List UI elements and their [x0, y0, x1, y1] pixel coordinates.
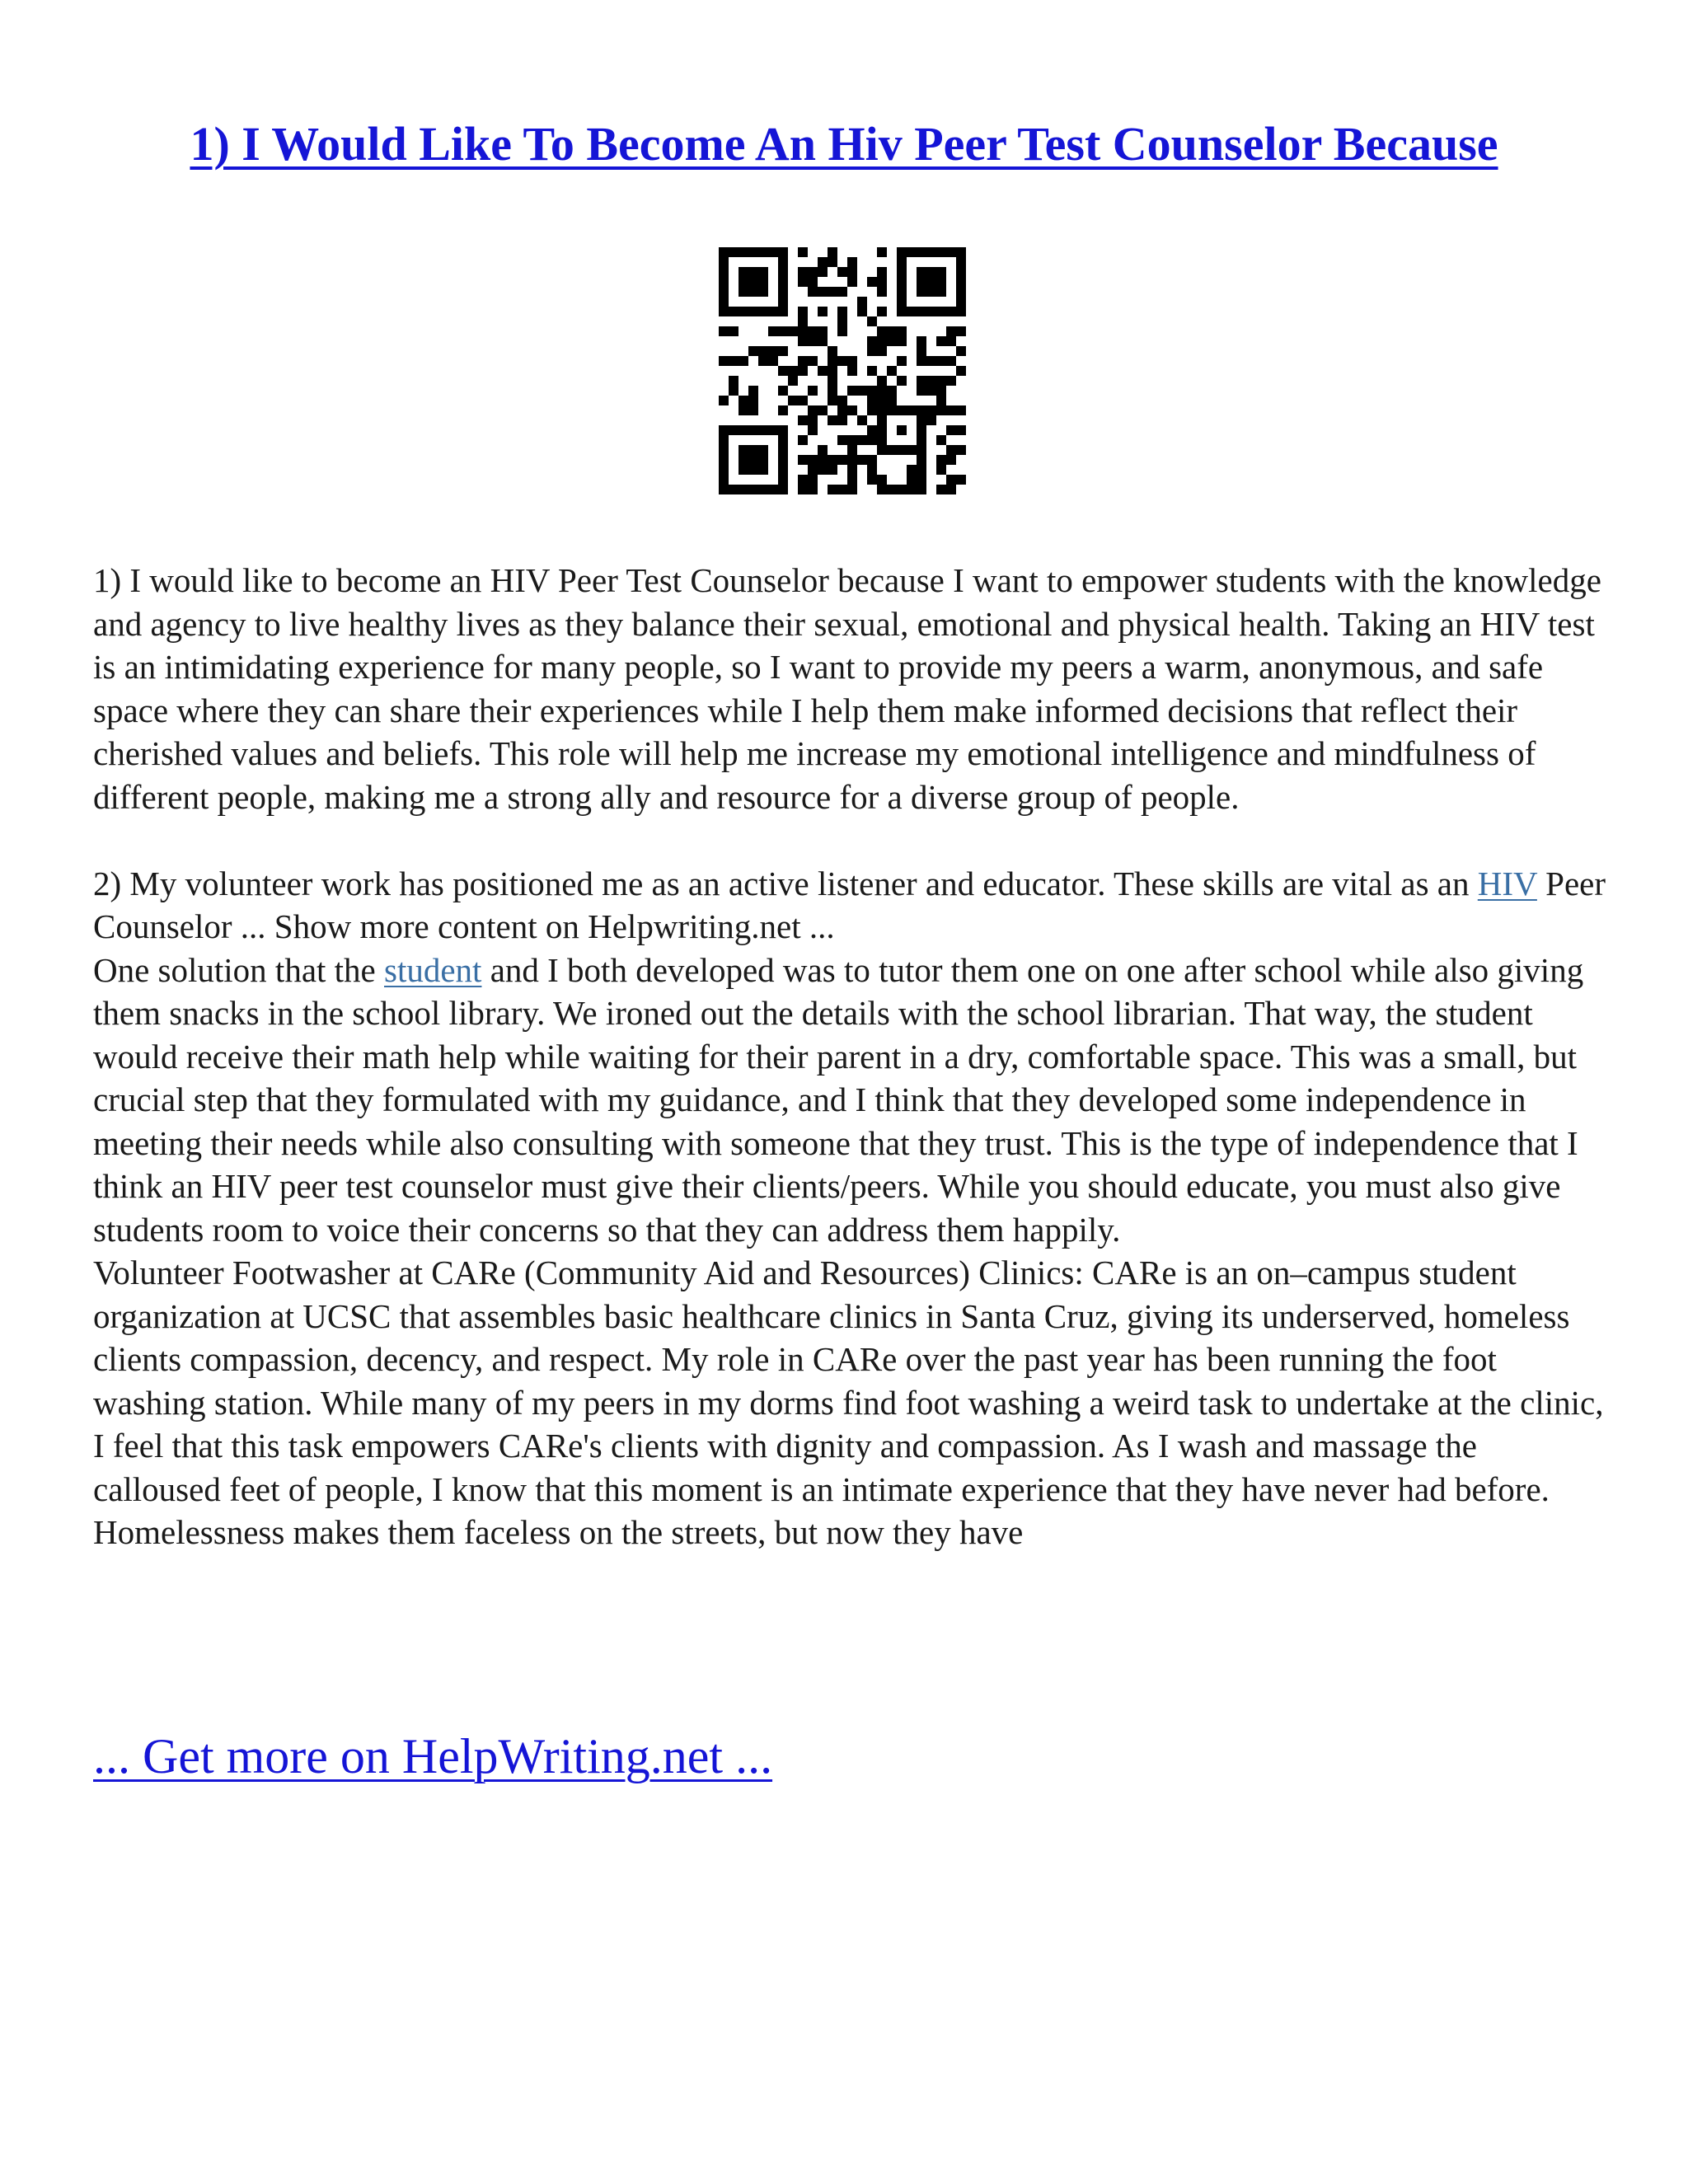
paragraph-1: 1) I would like to become an HIV Peer Test Counselor because I want to empower students with the knowledge and agency to live healthy lives as they balance their sexual, emotional and physical health. Taking an HIV test is an intimidating experience for many people, so I want to provide my peers a warm, anonymous, and safe space where they can share their experiences while I help them make informed decisions that reflect their cherished values and beliefs. This role will help me increase my emotional intelligence and mindfulness of different people, making me a strong ally and resource for a diverse group of people. — [93, 561, 1601, 816]
paragraph-gap — [93, 818, 1610, 862]
hiv-link[interactable]: HIV — [1477, 864, 1537, 902]
get-more-link[interactable]: ... Get more on HelpWriting.net ... — [93, 1729, 773, 1783]
title-link[interactable]: 1) I Would Like To Become An Hiv Peer Test Counselor Because — [190, 117, 1498, 171]
paragraph-4: Volunteer Footwasher at CARe (Community Aid and Resources) Clinics: CARe is an on–campus student organization at UCSC that assembles basic healthcare clinics in Santa Cruz, giving its underserved, homeless clients compassion, decency, and respect. My role in CARe over the past year has been running the foot washing station. While many of my peers in my dorms find foot washing a weird task to undertake at the clinic, I feel that this task empowers CARe's clients with dignity and compassion. As I wash and massage the calloused feet of people, I know that this moment is an intimate experience that they have never had before. Homelessness makes them faceless on the streets, but now they have — [93, 1254, 1604, 1551]
paragraph-2-text-a: 2) My volunteer work has positioned me as an active listener and educator. These skills are vital as an — [93, 864, 1478, 902]
paragraph-3-text-b: and I both developed was to tutor them one on one after school while also giving them snacks in the school library. We ironed out the details with the school librarian. That way, the student would receive their math help while waiting for their parent in a dry, comfortable space. This was a small, but crucial step that they formulated with my guidance, and I think that they developed some independence in meeting their needs while also consulting with someone that they trust. This is the type of independence that I think an HIV peer test counselor must give their clients/peers. While you should educate, you must also give students room to voice their concerns so that they can address them happily. — [93, 950, 1584, 1249]
body-text — [93, 559, 1610, 1554]
qr-code-icon — [719, 247, 966, 494]
student-link[interactable]: student — [384, 950, 482, 989]
paragraph-2 — [93, 862, 1610, 949]
paragraph-2-text-b: Peer Counselor ... Show more content on Helpwriting.net ... — [93, 864, 1606, 945]
paragraph-3-text-a: One solution that the — [93, 950, 385, 989]
paragraph-3 — [93, 949, 1610, 1252]
